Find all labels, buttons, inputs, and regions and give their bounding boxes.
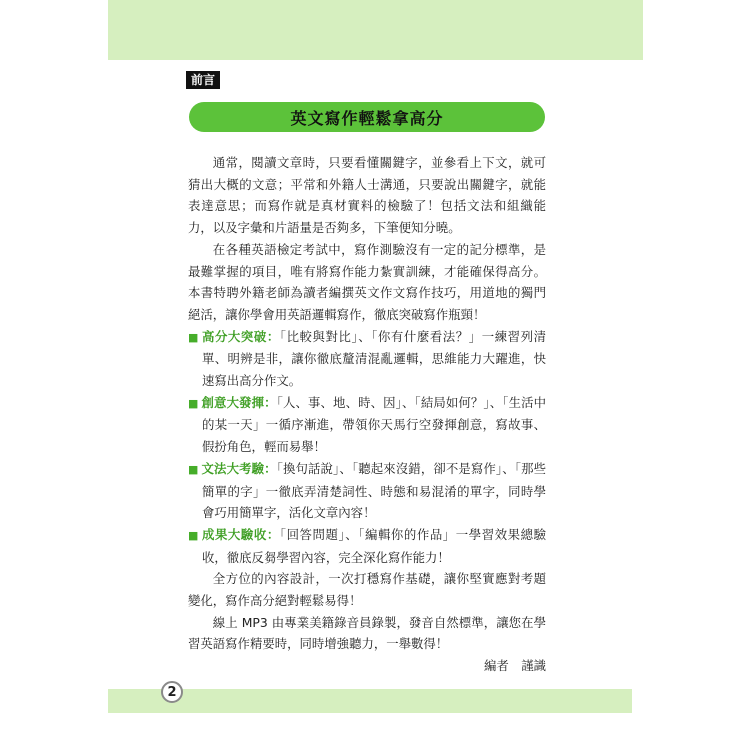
bullet-text: 「比較與對比」、「你有什麼看法？」一練習列清單、明辨是非，讓你徹底釐清混亂邏輯，思維能力大躍進，快速寫出高分作文。 [202,328,546,389]
title-bar [189,102,545,132]
bullet-heading: 創意大發揮： [201,394,277,410]
closing-paragraph-1: 全方位的內容設計，一次打穩寫作基礎，讓你堅實應對考題變化，寫作高分絕對輕鬆易得！ [188,571,546,609]
bullet-item-3 [188,458,546,524]
bottom-band [108,689,632,713]
bullet-item-1 [188,326,546,392]
square-bullet-icon: ■ [188,462,199,476]
signature: 編者 謹識 [484,658,546,674]
page-number: 2 [161,681,183,703]
bullet-item-4 [188,524,546,568]
top-band [108,0,643,60]
bullet-heading: 高分大突破： [201,328,280,344]
bullet-heading: 成果大驗收： [201,526,280,542]
square-bullet-icon: ■ [188,330,199,344]
paragraph-2: 在各種英語檢定考試中，寫作測驗沒有一定的記分標準，是最難掌握的項目，唯有將寫作能力紮實訓練，才能確保得高分。本書特聘外籍老師為讀者編撰英文作文寫作技巧，用道地的獨門絕活，讓你學會用英語邏輯寫作，徹底突破寫作瓶頸！ [188,241,546,322]
square-bullet-icon: ■ [188,396,199,410]
closing-paragraph-2: 線上 MP3 由專業美籍錄音員錄製，發音自然標準，讓您在學習英語寫作精要時，同時增強聽力，一舉數得！ [188,614,546,652]
section-tag: 前言 [186,71,220,89]
bullet-text: 「換句話說」、「聽起來沒錯，卻不是寫作」、「那些簡單的字」一徹底弄清楚詞性、時態和易混淆的單字，同時學會巧用簡單字，活化文章內容！ [202,460,547,521]
bullet-text: 「回答問題」、「編輯你的作品」一學習效果總驗收，徹底反芻學習內容，完全深化寫作能力！ [202,526,546,565]
paragraph-1: 通常，閱讀文章時，只要看懂關鍵字，並參看上下文，就可猜出大概的文意；平常和外籍人士溝通，只要說出關鍵字，就能表達意思；而寫作就是真材實料的檢驗了！包括文法和組織能力，以及字彙和片語量是否夠多，下筆便知分曉。 [188,155,546,236]
content [188,152,546,677]
square-bullet-icon: ■ [188,528,199,542]
bullet-item-2 [188,392,546,458]
bullet-heading: 文法大考驗： [201,460,277,476]
bullet-text: 「人、事、地、時、因」、「結局如何？」、「生活中的某一天」一循序漸進，帶領你天馬行空發揮創意，寫故事、假扮角色，輕而易舉！ [202,394,547,455]
page-title: 英文寫作輕鬆拿高分 [290,108,444,128]
